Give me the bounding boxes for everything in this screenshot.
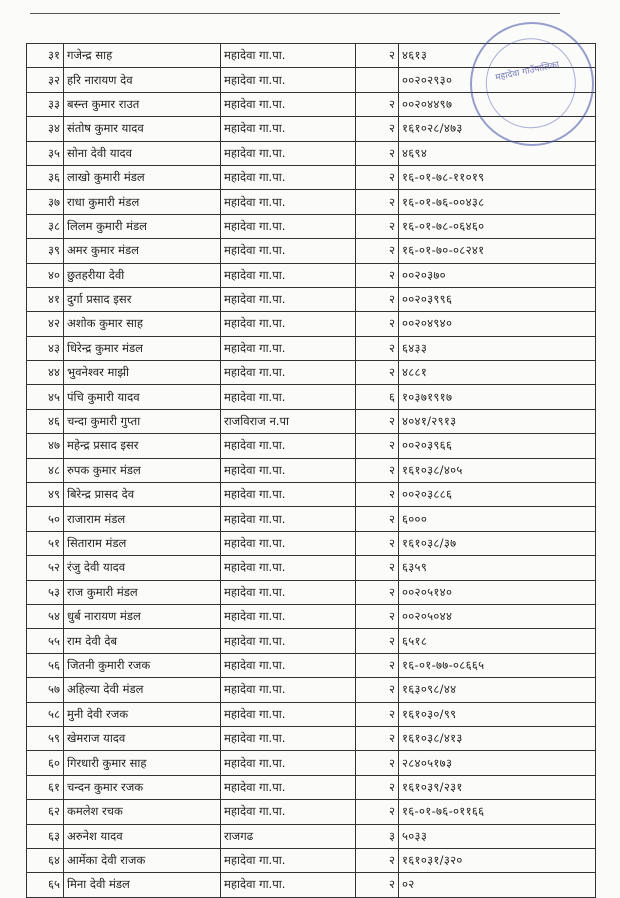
ward-number-cell: २ [356,117,399,141]
address-cell: महादेवा गा.पा. [221,751,356,775]
table-row [27,190,596,214]
ward-number-cell: २ [356,775,399,799]
person-name-cell: सोना देवी यादव [64,141,221,165]
ward-number-cell: २ [356,751,399,775]
address-cell: महादेवा गा.पा. [221,653,356,677]
serial-number-cell: ४४ [27,361,64,385]
ward-number-cell: २ [356,434,399,458]
id-number-cell: १६१०३१/३२० [399,848,596,872]
serial-number-cell: ४७ [27,434,64,458]
table-row [27,165,596,189]
ward-number-cell: २ [356,848,399,872]
serial-number-cell: ५३ [27,580,64,604]
person-name-cell: अरुनेश यादव [64,824,221,848]
serial-number-cell: ३८ [27,214,64,238]
serial-number-cell: ५० [27,507,64,531]
person-name-cell: अशोक कुमार साह [64,312,221,336]
person-name-cell: चन्दन कुमार रजक [64,775,221,799]
ward-number-cell: २ [356,239,399,263]
id-number-cell: १०३७१९१७ [399,385,596,409]
serial-number-cell: ४२ [27,312,64,336]
person-name-cell: हरि नारायण देव [64,68,221,92]
ward-number-cell: २ [356,556,399,580]
table-row [27,312,596,336]
id-number-cell: ६४३३ [399,336,596,360]
person-name-cell: पंचि कुमारी यादव [64,385,221,409]
table-row [27,580,596,604]
person-name-cell: बिरेन्द्र प्रासद देव [64,483,221,507]
serial-number-cell: ५८ [27,702,64,726]
person-name-cell: राज कुमारी मंडल [64,580,221,604]
serial-number-cell: ६० [27,751,64,775]
id-number-cell: ००२०५०४४ [399,604,596,628]
address-cell: महादेवा गा.पा. [221,800,356,824]
id-number-cell: १६३०९८/४४ [399,678,596,702]
address-cell: महादेवा गा.पा. [221,531,356,555]
id-number-cell: १६१०२८/४७३ [399,117,596,141]
id-number-cell: १६१०३०/९९ [399,702,596,726]
person-name-cell: लाखो कुमारी मंडल [64,165,221,189]
table-row [27,702,596,726]
id-number-cell: २८४०५१७३ [399,751,596,775]
address-cell: महादेवा गा.पा. [221,68,356,92]
ward-number-cell [356,68,399,92]
table-row [27,141,596,165]
address-cell: महादेवा गा.पा. [221,434,356,458]
serial-number-cell: ५१ [27,531,64,555]
address-cell: महादेवा गा.पा. [221,336,356,360]
id-number-cell: ००२०२९३० [399,68,596,92]
ward-number-cell: २ [356,800,399,824]
serial-number-cell: ५९ [27,726,64,750]
address-cell: महादेवा गा.पा. [221,604,356,628]
id-number-cell: ४६९४ [399,141,596,165]
table-row [27,629,596,653]
id-number-cell: ६५१८ [399,629,596,653]
ward-number-cell: २ [356,165,399,189]
address-cell: महादेवा गा.पा. [221,702,356,726]
id-number-cell: ४६१३ [399,44,596,68]
person-name-cell: मिना देवी मंडल [64,873,221,897]
table-row [27,653,596,677]
address-cell: महादेवा गा.पा. [221,214,356,238]
person-name-cell: धिरेन्द्र कुमार मंडल [64,336,221,360]
serial-number-cell: ४९ [27,483,64,507]
serial-number-cell: ६१ [27,775,64,799]
serial-number-cell: ३६ [27,165,64,189]
ward-number-cell: ३ [356,824,399,848]
id-number-cell: ००२०४९४० [399,312,596,336]
person-name-cell: राधा कुमारी मंडल [64,190,221,214]
serial-number-cell: ३१ [27,44,64,68]
person-name-cell: रुपक कुमार मंडल [64,458,221,482]
table-row [27,458,596,482]
serial-number-cell: ६३ [27,824,64,848]
ward-number-cell: २ [356,214,399,238]
person-name-cell: खेमराज यादव [64,726,221,750]
id-number-cell: १६-०१-७८-११०१९ [399,165,596,189]
ward-number-cell: २ [356,287,399,311]
table-row [27,531,596,555]
id-number-cell: ६३५९ [399,556,596,580]
ward-number-cell: २ [356,409,399,433]
ward-number-cell: २ [356,190,399,214]
ward-number-cell: २ [356,726,399,750]
serial-number-cell: ६२ [27,800,64,824]
serial-number-cell: ६४ [27,848,64,872]
serial-number-cell: ४१ [27,287,64,311]
person-name-cell: आर्मेका देवी राजक [64,848,221,872]
person-name-cell: धुर्ब नारायण मंडल [64,604,221,628]
table-row [27,751,596,775]
table-row [27,263,596,287]
serial-number-cell: ३२ [27,68,64,92]
id-number-cell: ००२०३८८६ [399,483,596,507]
serial-number-cell: ५४ [27,604,64,628]
ward-number-cell: २ [356,92,399,116]
ward-number-cell: २ [356,604,399,628]
address-cell: महादेवा गा.पा. [221,44,356,68]
ward-number-cell: २ [356,141,399,165]
ward-number-cell: २ [356,507,399,531]
id-number-cell: १६-०१-७६-००४३८ [399,190,596,214]
address-cell: महादेवा गा.पा. [221,92,356,116]
table-row [27,287,596,311]
serial-number-cell: ४५ [27,385,64,409]
id-number-cell: ५०३३ [399,824,596,848]
serial-number-cell: ५६ [27,653,64,677]
id-number-cell: १६१०३८/४०५ [399,458,596,482]
ward-number-cell: २ [356,263,399,287]
id-number-cell: ००२०४४९७ [399,92,596,116]
table-row [27,409,596,433]
address-cell: महादेवा गा.पा. [221,848,356,872]
table-row [27,556,596,580]
address-cell: महादेवा गा.पा. [221,678,356,702]
address-cell: महादेवा गा.पा. [221,458,356,482]
ward-number-cell: २ [356,44,399,68]
register-table [26,43,596,898]
serial-number-cell: ५५ [27,629,64,653]
ward-number-cell: २ [356,312,399,336]
address-cell: महादेवा गा.पा. [221,556,356,580]
table-row [27,848,596,872]
table-row [27,361,596,385]
ward-number-cell: २ [356,629,399,653]
id-number-cell: ००२०५१४० [399,580,596,604]
person-name-cell: दुर्गा प्रसाद इसर [64,287,221,311]
table-row [27,604,596,628]
table-row [27,483,596,507]
serial-number-cell: ४८ [27,458,64,482]
id-number-cell: ००२०३७० [399,263,596,287]
table-row [27,385,596,409]
id-number-cell: १६१०३९/२३१ [399,775,596,799]
table-row [27,873,596,897]
id-number-cell: १६-०१-७०-०८२४१ [399,239,596,263]
table-row [27,507,596,531]
ward-number-cell: २ [356,580,399,604]
address-cell: महादेवा गा.पा. [221,190,356,214]
ward-number-cell: २ [356,458,399,482]
id-number-cell: ००२०३९६६ [399,434,596,458]
serial-number-cell: ३४ [27,117,64,141]
person-name-cell: महेन्द्र प्रसाद इसर [64,434,221,458]
top-rule [30,13,560,14]
table-row [27,239,596,263]
address-cell: महादेवा गा.पा. [221,873,356,897]
table-row [27,434,596,458]
address-cell: महादेवा गा.पा. [221,287,356,311]
serial-number-cell: ३९ [27,239,64,263]
person-name-cell: सिताराम मंडल [64,531,221,555]
table-row [27,214,596,238]
ward-number-cell: २ [356,483,399,507]
person-name-cell: चन्दा कुमारी गुप्ता [64,409,221,433]
table-row [27,678,596,702]
address-cell: महादेवा गा.पा. [221,483,356,507]
person-name-cell: अहिल्या देवी मंडल [64,678,221,702]
id-number-cell: ०२ [399,873,596,897]
person-name-cell: संतोष कुमार यादव [64,117,221,141]
person-name-cell: लिलम कुमारी मंडल [64,214,221,238]
address-cell: महादेवा गा.पा. [221,507,356,531]
person-name-cell: गिरधारी कुमार साह [64,751,221,775]
person-name-cell: राजाराम मंडल [64,507,221,531]
serial-number-cell: ३३ [27,92,64,116]
id-number-cell: ००२०३९९६ [399,287,596,311]
ward-number-cell: २ [356,678,399,702]
id-number-cell: ६००० [399,507,596,531]
address-cell: महादेवा गा.पा. [221,361,356,385]
id-number-cell: ४८८१ [399,361,596,385]
address-cell: महादेवा गा.पा. [221,165,356,189]
person-name-cell: राम देवी देब [64,629,221,653]
ward-number-cell: २ [356,873,399,897]
table-row [27,726,596,750]
address-cell: महादेवा गा.पा. [221,580,356,604]
register-table-body [27,44,596,898]
address-cell: महादेवा गा.पा. [221,775,356,799]
address-cell: महादेवा गा.पा. [221,385,356,409]
person-name-cell: भुवनेश्वर माझी [64,361,221,385]
ward-number-cell: २ [356,361,399,385]
address-cell: महादेवा गा.पा. [221,117,356,141]
serial-number-cell: ४६ [27,409,64,433]
ward-number-cell: ६ [356,385,399,409]
id-number-cell: ४०४१/२९१३ [399,409,596,433]
person-name-cell: मुनी देवी रजक [64,702,221,726]
ward-number-cell: २ [356,336,399,360]
serial-number-cell: ३५ [27,141,64,165]
person-name-cell: रंजु देवी यादव [64,556,221,580]
address-cell: राजगढ [221,824,356,848]
id-number-cell: १६-०१-७७-०८६६५ [399,653,596,677]
ward-number-cell: २ [356,702,399,726]
address-cell: राजविराज न.पा [221,409,356,433]
serial-number-cell: ५७ [27,678,64,702]
stamp-text: महादेवा गाउँपालिका [494,60,561,84]
id-number-cell: १६१०३८/४१३ [399,726,596,750]
ward-number-cell: २ [356,653,399,677]
address-cell: महादेवा गा.पा. [221,726,356,750]
person-name-cell: बस्न्त कुमार राउत [64,92,221,116]
person-name-cell: कमलेश रचक [64,800,221,824]
table-row [27,824,596,848]
address-cell: महादेवा गा.पा. [221,239,356,263]
serial-number-cell: ४० [27,263,64,287]
id-number-cell: १६१०३८/३७ [399,531,596,555]
serial-number-cell: ४३ [27,336,64,360]
person-name-cell: गजेन्द्र साह [64,44,221,68]
serial-number-cell: ५२ [27,556,64,580]
person-name-cell: अमर कुमार मंडल [64,239,221,263]
address-cell: महादेवा गा.पा. [221,312,356,336]
table-row [27,336,596,360]
address-cell: महादेवा गा.पा. [221,263,356,287]
table-row [27,775,596,799]
person-name-cell: छुतहरीया देवी [64,263,221,287]
person-name-cell: जितनी कुमारी रजक [64,653,221,677]
serial-number-cell: ६५ [27,873,64,897]
serial-number-cell: ३७ [27,190,64,214]
id-number-cell: १६-०१-७८-०६४६० [399,214,596,238]
address-cell: महादेवा गा.पा. [221,141,356,165]
table-row [27,800,596,824]
ward-number-cell: २ [356,531,399,555]
address-cell: महादेवा गा.पा. [221,629,356,653]
id-number-cell: १६-०१-७६-०११६६ [399,800,596,824]
